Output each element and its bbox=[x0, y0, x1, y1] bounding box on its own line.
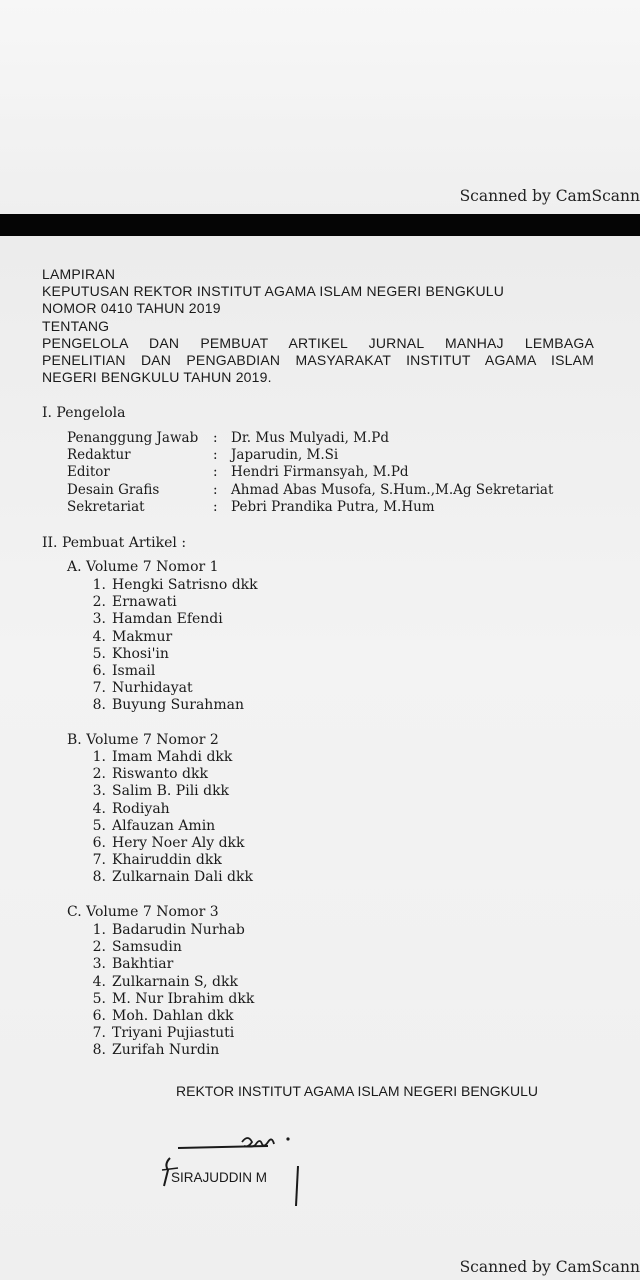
author-name: Moh. Dahlan dkk bbox=[112, 1008, 234, 1025]
role-name: Ahmad Abas Musofa, S.Hum.,M.Ag Sekretariat bbox=[231, 481, 554, 498]
role-name: Japarudin, M.Si bbox=[231, 447, 339, 464]
list-item: 5. Alfauzan Amin bbox=[92, 817, 216, 834]
role-row bbox=[67, 482, 553, 499]
role-row bbox=[67, 430, 553, 447]
list-item: 7. Triyani Pujiastuti bbox=[92, 1025, 235, 1042]
camscanner-watermark-top: Scanned by CamScann bbox=[459, 187, 640, 205]
role-colon: : bbox=[213, 430, 218, 446]
role-name: Hendri Firmansyah, M.Pd bbox=[231, 464, 409, 481]
scan-black-bar bbox=[0, 214, 640, 236]
author-name: Nurhidayat bbox=[112, 680, 193, 697]
author-name: Khosi'in bbox=[112, 645, 169, 662]
section-pengelola-title: I. Pengelola bbox=[42, 405, 126, 421]
author-name: Samsudin bbox=[112, 939, 182, 956]
author-name: Zurifah Nurdin bbox=[112, 1042, 220, 1059]
section-pembuat-title: II. Pembuat Artikel : bbox=[42, 535, 187, 551]
list-item: 5. M. Nur Ibrahim dkk bbox=[92, 990, 255, 1007]
author-name: Badarudin Nurhab bbox=[112, 922, 245, 938]
header-line: LAMPIRAN bbox=[42, 266, 116, 282]
list-item: 1. Hengki Satrisno dkk bbox=[92, 577, 258, 593]
list-item: 8. Zulkarnain Dali dkk bbox=[92, 869, 253, 886]
header-about-line: PENGELOLA DAN PEMBUAT ARTIKEL JURNAL MANHAJ LEMBAGA bbox=[42, 334, 594, 351]
list-item: 2. Ernawati bbox=[92, 594, 177, 611]
role-row bbox=[67, 464, 553, 481]
list-item: 3. Salim B. Pili dkk bbox=[92, 783, 230, 800]
author-name: Makmur bbox=[112, 628, 173, 645]
list-item: 2. Riswanto dkk bbox=[92, 766, 208, 783]
list-item: 7. Nurhidayat bbox=[92, 680, 193, 697]
volume-title: B. Volume 7 Nomor 2 bbox=[67, 732, 219, 748]
author-name: Salim B. Pili dkk bbox=[112, 783, 230, 800]
role-label: Editor bbox=[67, 464, 110, 481]
header-about-line: NEGERI BENGKULU TAHUN 2019. bbox=[42, 369, 272, 386]
author-name: Buyung Surahman bbox=[112, 697, 244, 714]
author-name: Riswanto dkk bbox=[112, 766, 208, 783]
scan-top-margin bbox=[0, 0, 640, 214]
volume-title: A. Volume 7 Nomor 1 bbox=[67, 559, 219, 575]
author-name: Bakhtiar bbox=[112, 956, 174, 973]
author-name: Ernawati bbox=[112, 594, 177, 611]
document-header bbox=[42, 266, 594, 386]
role-row bbox=[67, 499, 553, 516]
list-item: 3. Bakhtiar bbox=[92, 956, 174, 973]
role-label: Sekretariat bbox=[67, 498, 145, 515]
author-name: Zulkarnain S, dkk bbox=[112, 973, 238, 990]
list-item: 6. Hery Noer Aly dkk bbox=[92, 835, 245, 852]
role-colon: : bbox=[213, 464, 218, 481]
role-name: Pebri Prandika Putra, M.Hum bbox=[231, 498, 435, 515]
list-item: 5. Khosi'in bbox=[92, 645, 169, 662]
list-item: 4. Zulkarnain S, dkk bbox=[92, 973, 238, 990]
list-item: 1. Badarudin Nurhab bbox=[92, 922, 245, 938]
list-item: 8. Zurifah Nurdin bbox=[92, 1042, 220, 1059]
header-line: NOMOR 0410 TAHUN 2019 bbox=[42, 300, 221, 317]
author-name: Alfauzan Amin bbox=[112, 817, 216, 834]
role-label: Desain Grafis bbox=[67, 481, 160, 498]
role-colon: : bbox=[213, 481, 218, 498]
list-item: 1. Imam Mahdi dkk bbox=[92, 749, 233, 765]
header-line: TENTANG bbox=[42, 317, 110, 334]
author-name: Ismail bbox=[112, 663, 156, 680]
role-table bbox=[67, 430, 553, 516]
author-name: Rodiyah bbox=[112, 800, 170, 817]
author-name: Hery Noer Aly dkk bbox=[112, 835, 245, 852]
author-list bbox=[86, 577, 258, 715]
list-item: 6. Moh. Dahlan dkk bbox=[92, 1008, 234, 1025]
author-name: Hengki Satrisno dkk bbox=[112, 577, 258, 593]
header-line: KEPUTUSAN REKTOR INSTITUT AGAMA ISLAM NEGERI BENGKULU bbox=[42, 283, 505, 300]
header-about-line: PENELITIAN DAN PENGABDIAN MASYARAKAT INSTITUT AGAMA ISLAM bbox=[42, 352, 594, 369]
author-name: Zulkarnain Dali dkk bbox=[112, 869, 253, 886]
role-name: Dr. Mus Mulyadi, M.Pd bbox=[231, 430, 390, 446]
list-item: 7. Khairuddin dkk bbox=[92, 852, 222, 869]
list-item: 6. Ismail bbox=[92, 663, 156, 680]
author-name: Triyani Pujiastuti bbox=[112, 1025, 235, 1042]
role-colon: : bbox=[213, 447, 218, 464]
author-name: M. Nur Ibrahim dkk bbox=[112, 990, 255, 1007]
author-name: Imam Mahdi dkk bbox=[112, 749, 233, 765]
list-item: 4. Makmur bbox=[92, 628, 173, 645]
signer-name: SIRAJUDDIN M bbox=[171, 1170, 268, 1185]
role-label: Redaktur bbox=[67, 447, 131, 464]
rektor-title: REKTOR INSTITUT AGAMA ISLAM NEGERI BENGKULU bbox=[176, 1083, 539, 1099]
author-list bbox=[86, 749, 253, 887]
author-list bbox=[86, 922, 254, 1060]
volume-title: C. Volume 7 Nomor 3 bbox=[67, 904, 219, 920]
role-colon: : bbox=[213, 498, 218, 515]
role-row bbox=[67, 447, 553, 464]
list-item: 2. Samsudin bbox=[92, 939, 182, 956]
list-item: 3. Hamdan Efendi bbox=[92, 611, 223, 628]
list-item: 8. Buyung Surahman bbox=[92, 697, 244, 714]
handwritten-signature bbox=[150, 1128, 310, 1208]
list-item: 4. Rodiyah bbox=[92, 800, 170, 817]
role-label: Penanggung Jawab bbox=[67, 430, 199, 446]
camscanner-watermark-bottom: Scanned by CamScann bbox=[459, 1258, 640, 1276]
author-name: Hamdan Efendi bbox=[112, 611, 223, 628]
author-name: Khairuddin dkk bbox=[112, 852, 222, 869]
